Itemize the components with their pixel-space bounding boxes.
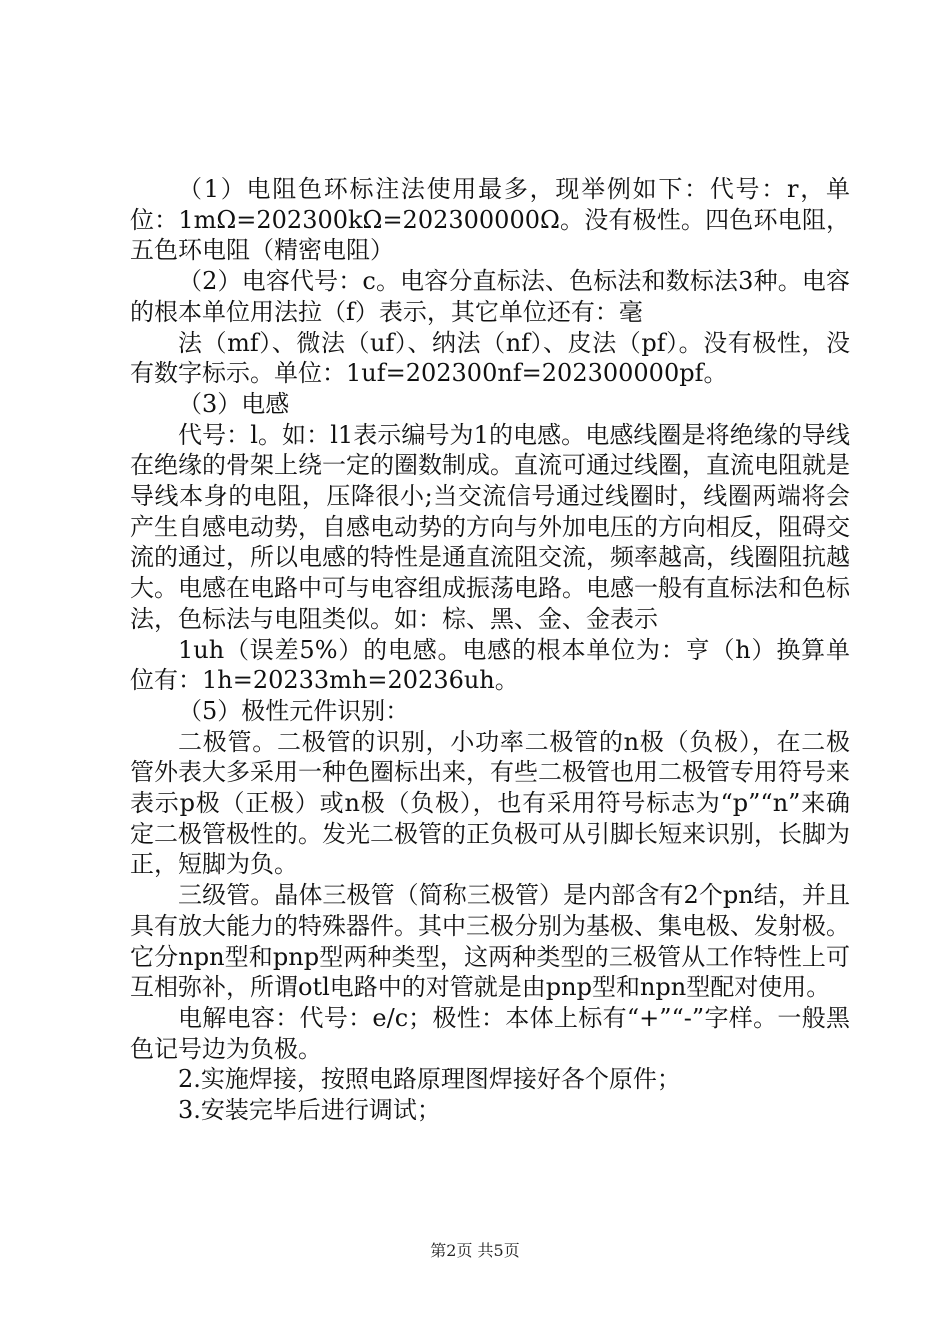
paragraph-electrolytic-capacitor: 电解电容：代号：e/c；极性：本体上标有“+”“-”字样。一般黑色记号边为负极。 (130, 1003, 850, 1063)
paragraph-step-2: 2.实施焊接，按照电路原理图焊接好各个原件； (178, 1065, 681, 1094)
paragraph-inductor: 代号：l。如：l1表示编号为1的电感。电感线圈是将绝缘的导线在绝缘的骨架上绕一定的圈数制成。直流可通过线圈，直流电阻就是导线本身的电阻，压降很小;当交流信号通过线圈时，线圈两端将会产生自感电动势，自感电动势的方向与外加电压的方向相反，阻碍交流的通过，所以电感的特性是通直流阻交流，频率越高，线圈阻抗越大。电感在电路中可与电容组成振荡电路。电感一般有直标法和色标法，色标法与电阻类似。如：棕、黑、金、金表示 (130, 420, 850, 633)
heading-inductor: （3）电感 (178, 389, 290, 418)
paragraph-capacitor-units: 法（mf）、微法（uf）、纳法（nf）、皮法（pf）。没有极性，没有数字标示。单位：1uf=202300nf=202300000pf。 (130, 328, 850, 388)
page-number: 第2页 共5页 (430, 1241, 520, 1260)
paragraph-transistor: 三级管。晶体三极管（简称三极管）是内部含有2个pn结，并且具有放大能力的特殊器件。其中三极分别为基极、集电极、发射极。它分npn型和pnp型两种类型，这两种类型的三极管从工作特性上可互相弥补，所谓otl电路中的对管就是由pnp型和npn型配对使用。 (130, 881, 850, 1002)
paragraph-step-3: 3.安装完毕后进行调试； (178, 1096, 441, 1125)
paragraph-inductor-units: 1uh（误差5%）的电感。电感的根本单位为：亨（h）换算单位有：1h=20233mh=20236uh。 (130, 635, 850, 695)
paragraph-resistor: （1）电阻色环标注法使用最多，现举例如下：代号：r，单位：1mΩ=202300kΩ=202300000Ω。没有极性。四色环电阻，五色环电阻（精密电阻） (130, 175, 850, 265)
document-body (130, 174, 850, 1126)
paragraph-diode: 二极管。二极管的识别，小功率二极管的n极（负极），在二极管外表大多采用一种色圈标出来，有些二极管也用二极管专用符号来表示p极（正极）或n极（负极），也有采用符号标志为“p”“n”来确定二极管极性的。发光二极管的正负极可从引脚长短来识别，长脚为正，短脚为负。 (130, 727, 850, 879)
paragraph-capacitor: （2）电容代号：c。电容分直标法、色标法和数标法3种。电容的根本单位用法拉（f）表示，其它单位还有：毫 (130, 267, 850, 326)
heading-polar-components: （5）极性元件识别： (178, 696, 410, 725)
